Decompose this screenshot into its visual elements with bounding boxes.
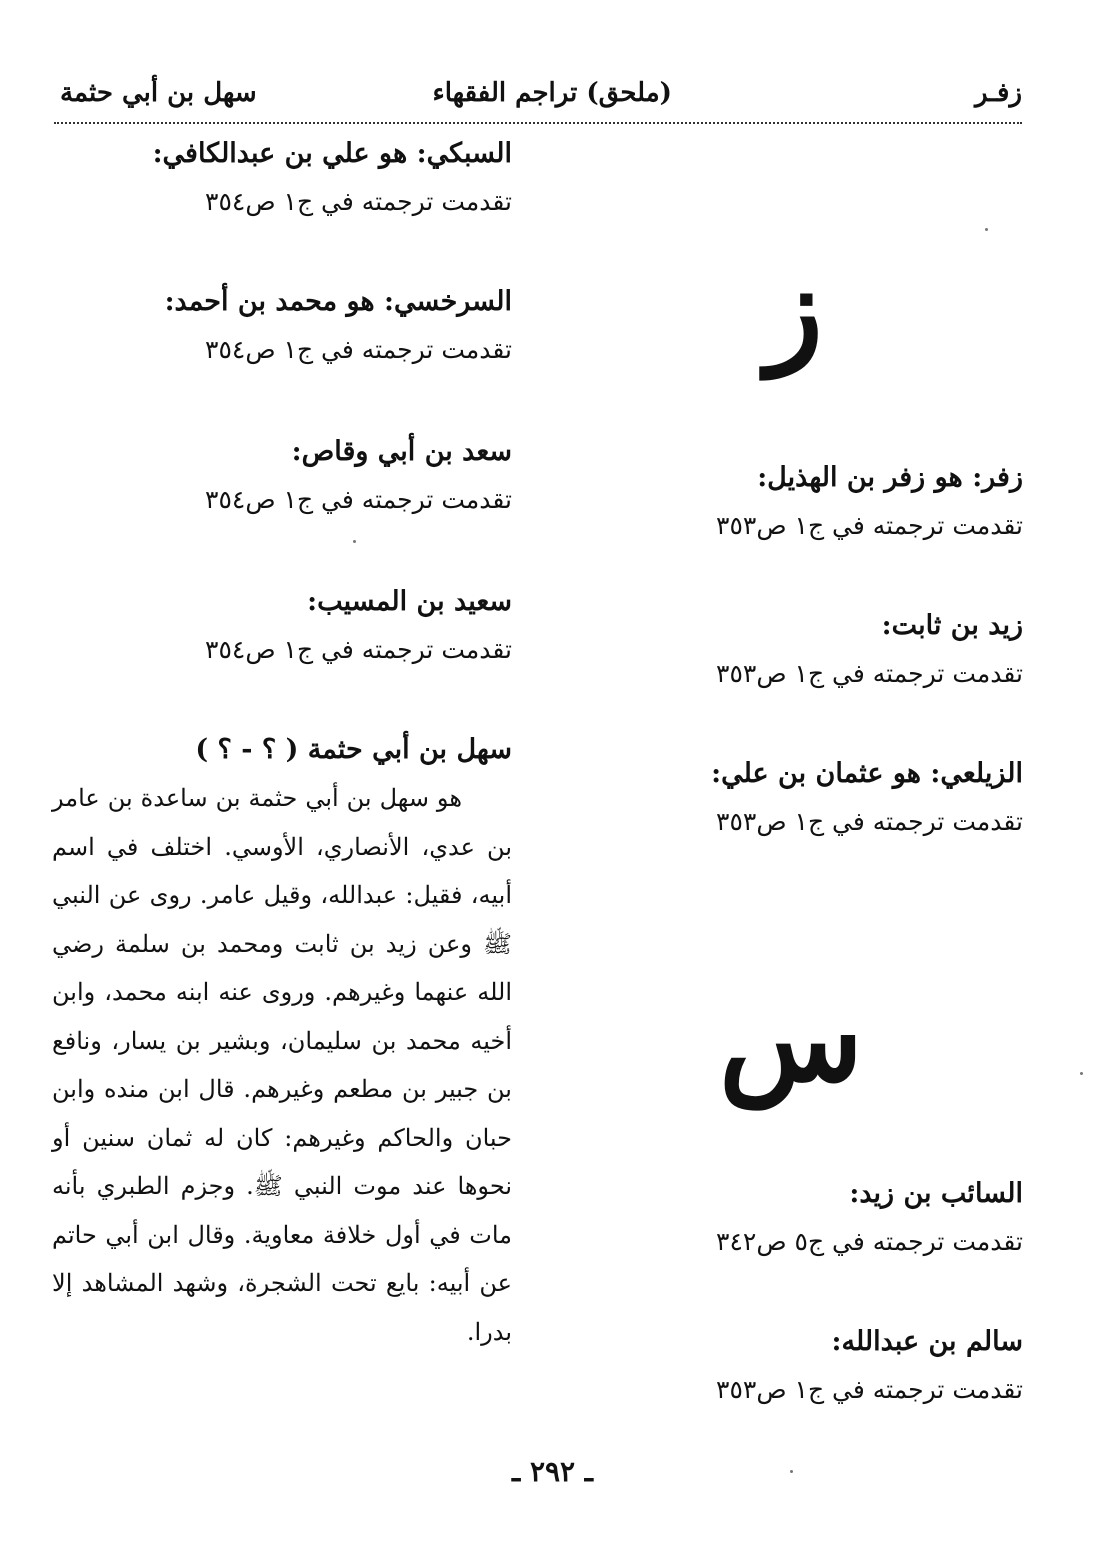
entry-name: السائب بن زيد: [849,1178,1023,1209]
scan-speck [353,540,356,543]
entry [693,750,1023,846]
entry-name: السبكي: هو علي بن عبدالكافي: [152,138,512,169]
header-divider [54,122,1022,124]
entry-reference: تقدمت ترجمته في ج١ ص٣٥٣ [716,807,1023,836]
entry-reference: تقدمت ترجمته في ج١ ص٣٥٤ [205,187,512,216]
section-letter-seen: س [718,969,863,1108]
entry-reference: تقدمت ترجمته في ج٥ ص٣٤٢ [716,1227,1023,1256]
entry-reference: تقدمت ترجمته في ج١ ص٣٥٤ [205,485,512,514]
scan-speck [1080,1072,1083,1075]
biography-entry [52,726,512,1356]
entry-name: زفر: هو زفر بن الهذيل: [757,462,1023,493]
entry-name: زيد بن ثابت: [881,610,1023,641]
entry [693,602,1023,698]
entry [693,1170,1023,1266]
running-header [52,78,1022,114]
entry-name: سعد بن أبي وقاص: [291,436,512,467]
page-number: ـ ٢٩٢ ـ [511,1455,594,1488]
entry-reference: تقدمت ترجمته في ج١ ص٣٥٤ [205,635,512,664]
entry [693,454,1023,550]
scan-speck [790,1470,793,1473]
entry-name: سعيد بن المسيب: [307,586,512,617]
header-section-letter: زفـر [975,78,1022,108]
entry-reference: تقدمت ترجمته في ج١ ص٣٥٣ [716,1375,1023,1404]
right-column [693,140,1023,1440]
entry-reference: تقدمت ترجمته في ج١ ص٣٥٣ [716,511,1023,540]
entry [52,130,512,226]
entry [52,428,512,524]
section-letter-zay: ز [766,239,823,378]
header-last-entry: سهل بن أبي حثمة [60,78,257,108]
entry-name: الزيلعي: هو عثمان بن علي: [711,758,1023,789]
scan-speck [985,228,988,231]
entry-reference: تقدمت ترجمته في ج١ ص٣٥٤ [205,335,512,364]
biography-title: سهل بن أبي حثمة ( ؟ - ؟ ) [195,734,512,765]
entry-name: سالم بن عبدالله: [831,1326,1023,1357]
entry-name: السرخسي: هو محمد بن أحمد: [164,286,512,317]
left-column [52,140,512,1440]
entry [52,578,512,674]
entry [693,1318,1023,1414]
entry [52,278,512,374]
biography-text-block [52,774,512,1356]
biography-text: هو سهل بن أبي حثمة بن ساعدة بن عامر بن عدي، الأنصاري، الأوسي. اختلف في اسم أبيه، فقيل: عبدالله، وقيل عامر. روى عن النبي ﷺ وعن زيد بن ثابت ومحمد بن سلمة رضي الله عنهما وغيرهم. وروى عنه ابنه محمد، وابن أخيه محمد بن سليمان، وبشير بن يسار، ونافع بن جبير بن مطعم وغيرهم. قال ابن منده وابن حبان والحاكم وغيرهم: كان له ثمان سنين أو نحوها عند موت النبي ﷺ. وجزم الطبري بأنه مات في أول خلافة معاوية. وقال ابن أبي حاتم عن أبيه: بايع تحت الشجرة، وشهد المشاهد إلا بدرا. [52,784,512,1346]
entry-reference: تقدمت ترجمته في ج١ ص٣٥٣ [716,659,1023,688]
header-book-title: (ملحق) تراجم الفقهاء [432,78,672,108]
